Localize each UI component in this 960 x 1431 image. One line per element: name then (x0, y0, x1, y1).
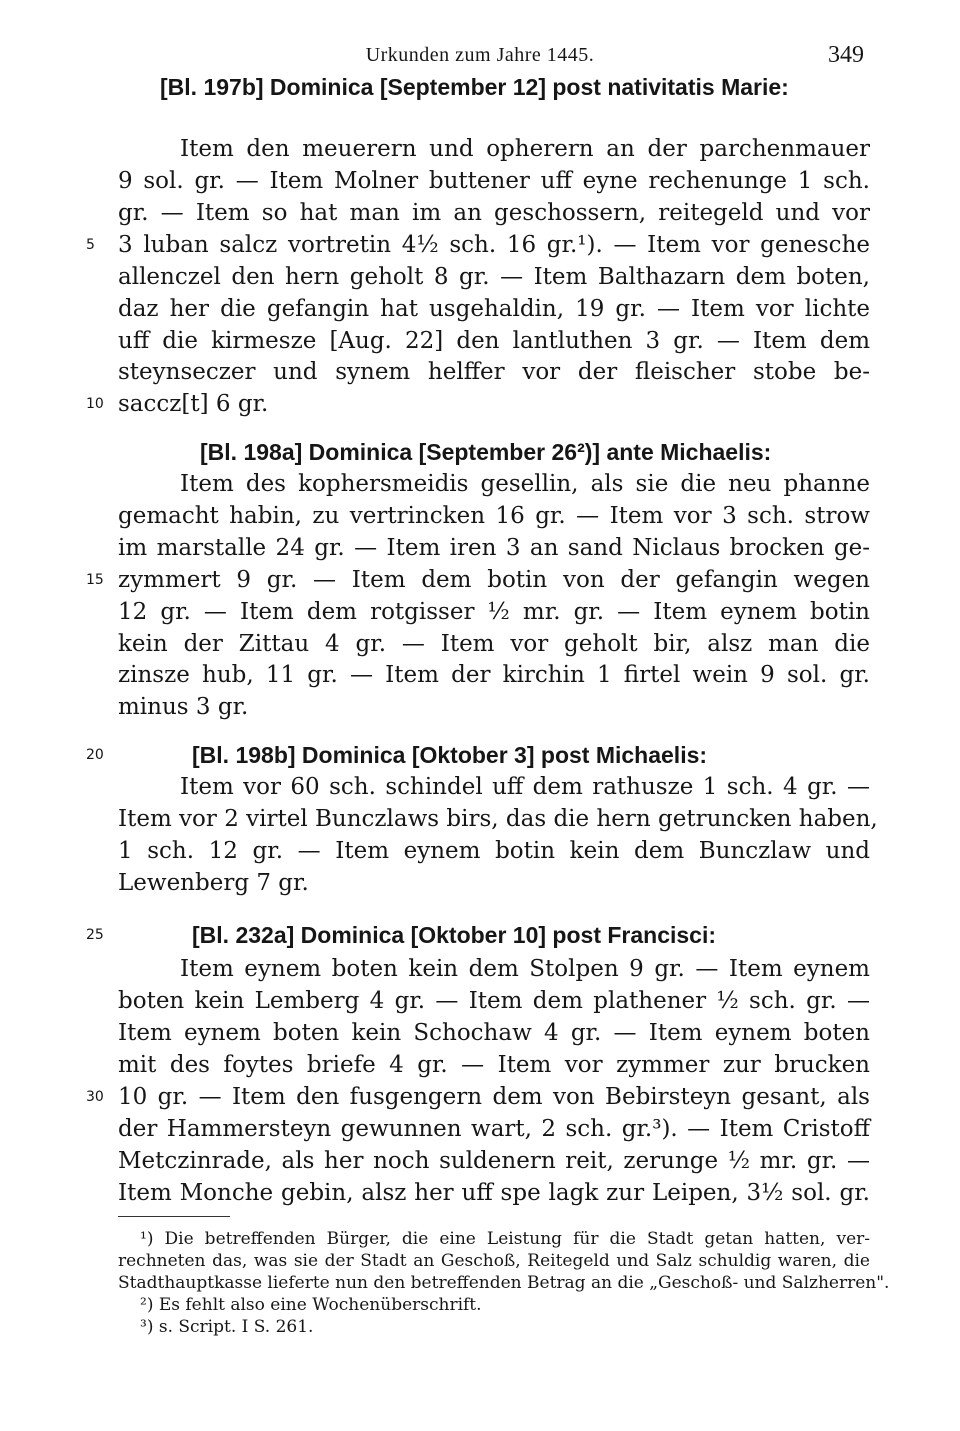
text-line: der Hammersteyn gewunnen wart, 2 sch. gr.³). — Item Cristoff (118, 1116, 870, 1142)
text-line: saccz[t] 6 gr. (118, 391, 269, 417)
text-line: Item vor 60 sch. schindel uff dem rathusze 1 sch. 4 gr. — (180, 774, 870, 800)
footnote: ¹) Die betreffenden Bürger, die eine Leistung für die Stadt getan hatten, ver- (140, 1229, 870, 1249)
section-heading: [Bl. 198a] Dominica [September 26²)] ante Michaelis: (200, 439, 772, 465)
text-line: 10 gr. — Item den fusgengern dem von Bebirsteyn gesant, als (118, 1084, 870, 1110)
text-line: allenczel den hern geholt 8 gr. — Item Balthazarn dem boten, (118, 264, 870, 290)
text-line: gemacht habin, zu vertrincken 16 gr. — Item vor 3 sch. strow (118, 503, 870, 529)
text-line: Metczinrade, als her noch suldenern reit, zerunge ½ mr. gr. — (118, 1148, 870, 1174)
text-line: Item vor 2 virtel Bunczlaws birs, das die hern getruncken haben, (118, 806, 878, 832)
text-line: daz her die gefangin hat usgehaldin, 19 gr. — Item vor lichte (118, 296, 870, 322)
text-line: im marstalle 24 gr. — Item iren 3 an sand Niclaus brocken ge- (118, 535, 870, 561)
text-line: 9 sol. gr. — Item Molner buttener uff eyne rechenunge 1 sch. (118, 168, 870, 194)
text-line: boten kein Lemberg 4 gr. — Item dem plathener ½ sch. gr. — (118, 988, 870, 1014)
footnote-separator (118, 1216, 230, 1217)
line-number: 5 (86, 237, 95, 253)
section-heading: [Bl. 197b] Dominica [September 12] post nativitatis Marie: (160, 74, 789, 100)
footnote: Stadthauptkasse lieferte nun den betreffenden Betrag an die „Geschoß- und Salzherren". (118, 1273, 890, 1293)
footnote: ³) s. Script. I S. 261. (140, 1317, 314, 1337)
text-line: 1 sch. 12 gr. — Item eynem botin kein dem Bunczlaw und (118, 838, 870, 864)
line-number: 10 (86, 396, 104, 412)
footnote: ²) Es fehlt also eine Wochenüberschrift. (140, 1295, 482, 1315)
text-line: mit des foytes briefe 4 gr. — Item vor zymmer zur brucken (118, 1052, 870, 1078)
text-line: steynseczer und synem helffer vor der fleischer stobe be- (118, 359, 870, 385)
text-line: uff die kirmesze [Aug. 22] den lantluthen 3 gr. — Item dem (118, 328, 870, 354)
line-number: 15 (86, 572, 104, 588)
text-line: 12 gr. — Item dem rotgisser ½ mr. gr. — Item eynem botin (118, 599, 870, 625)
line-number: 20 (86, 747, 104, 763)
section-heading: [Bl. 198b] Dominica [Oktober 3] post Michaelis: (192, 742, 708, 768)
text-line: zinsze hub, 11 gr. — Item der kirchin 1 firtel wein 9 sol. gr. (118, 662, 870, 688)
text-line: Item eynem boten kein Schochaw 4 gr. — Item eynem boten (118, 1020, 870, 1046)
text-line: Lewenberg 7 gr. (118, 870, 309, 896)
text-line: kein der Zittau 4 gr. — Item vor geholt bir, alsz man die (118, 631, 870, 657)
text-line: gr. — Item so hat man im an geschossern, reitegeld und vor (118, 200, 870, 226)
text-line: minus 3 gr. (118, 694, 249, 720)
section-heading: [Bl. 232a] Dominica [Oktober 10] post Francisci: (192, 922, 717, 948)
text-line: Item Monche gebin, alsz her uff spe lagk zur Leipen, 3½ sol. gr. (118, 1180, 870, 1206)
text-line: zymmert 9 gr. — Item dem botin von der gefangin wegen (118, 567, 870, 593)
line-number: 30 (86, 1089, 104, 1105)
running-title: Urkunden zum Jahre 1445. (365, 44, 595, 66)
text-line: 3 luban salcz vortretin 4½ sch. 16 gr.¹). — Item vor genesche (118, 232, 870, 258)
line-number: 25 (86, 927, 104, 943)
text-line: Item des kophersmeidis gesellin, als sie die neu phanne (180, 471, 870, 497)
text-line: Item den meuerern und opherern an der parchenmauer (180, 136, 870, 162)
text-line: Item eynem boten kein dem Stolpen 9 gr. — Item eynem (180, 956, 870, 982)
page-number: 349 (828, 42, 864, 68)
footnote: rechneten das, was sie der Stadt an Geschoß, Reitegeld und Salz schuldig waren, die (118, 1251, 870, 1271)
